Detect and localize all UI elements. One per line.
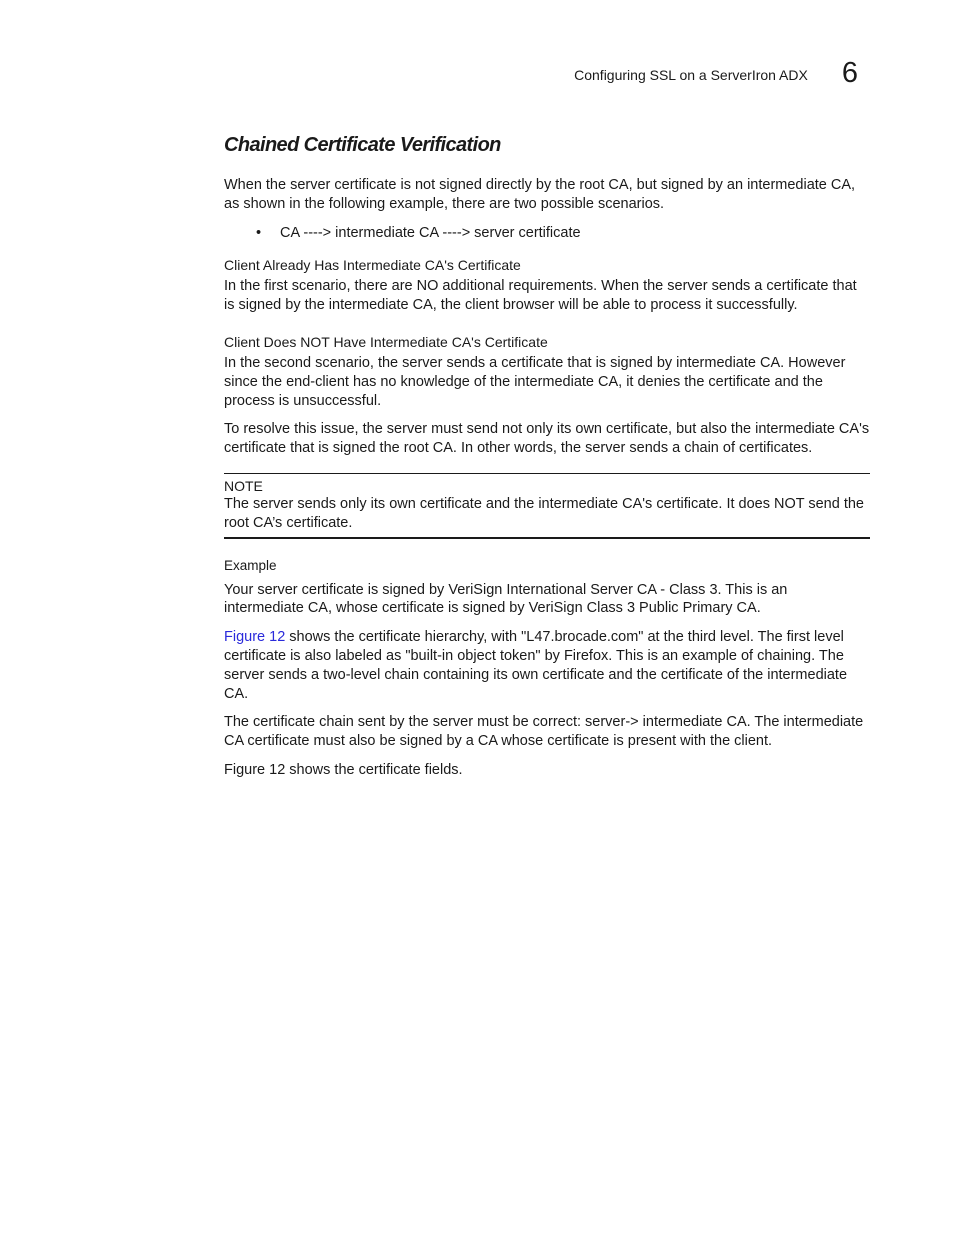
scenario2-heading: Client Does NOT Have Intermediate CA's Certificate	[224, 333, 548, 350]
page-header	[574, 58, 858, 88]
list-item	[256, 224, 870, 243]
example-label: Example	[224, 557, 277, 573]
example-paragraph-2-text: shows the certificate hierarchy, with "L47.brocade.com" at the third level. The first level certificate is also labeled as "built-in object token" by Firefox. This is an example of chaining. The server sends a two-level chain containing its own certificate and the certificate of the intermediate CA.	[224, 629, 848, 702]
figure-12-link[interactable]: Figure 12	[224, 629, 286, 646]
scenario1-heading: Client Already Has Intermediate CA's Certificate	[224, 257, 521, 274]
chapter-number: 6	[841, 57, 858, 89]
list-item-text: CA ----> intermediate CA ----> server certificate	[280, 224, 581, 241]
example-paragraph-2	[224, 628, 870, 703]
section-title: Chained Certificate Verification	[224, 134, 501, 156]
running-header-title: Configuring SSL on a ServerIron ADX	[574, 67, 808, 83]
note-box	[224, 473, 870, 539]
bullet-icon: •	[256, 224, 262, 241]
scenario-list	[224, 224, 870, 243]
note-label: NOTE	[224, 477, 263, 494]
scenario2-paragraph-2: To resolve this issue, the server must send not only its own certificate, but also the intermediate CA's certificate that is signed the root CA. In other words, the server sends a chain of certificates.	[224, 421, 870, 457]
main-content	[224, 130, 870, 790]
example-paragraph-4: Figure 12 shows the certificate fields.	[224, 761, 463, 778]
example-paragraph-1: Your server certificate is signed by VeriSign International Server CA - Class 3. This is an intermediate CA, whose certificate is signed by VeriSign Class 3 Public Primary CA.	[224, 581, 788, 617]
scenario1-paragraph: In the first scenario, there are NO additional requirements. When the server sends a certificate that is signed by the intermediate CA, the client browser will be able to process it successfully.	[224, 278, 857, 314]
scenario2-paragraph-1: In the second scenario, the server sends a certificate that is signed by intermediate CA. However since the end-client has no knowledge of the intermediate CA, it denies the certificate and the process is unsuccessful.	[224, 354, 846, 409]
intro-paragraph: When the server certificate is not signed directly by the root CA, but signed by an intermediate CA, as shown in the following example, there are two possible scenarios.	[224, 177, 856, 212]
note-text: The server sends only its own certificate and the intermediate CA's certificate. It does NOT send the root CA’s certificate.	[224, 495, 864, 531]
example-paragraph-3: The certificate chain sent by the server must be correct: server-> intermediate CA. The intermediate CA certificate must also be signed by a CA whose certificate is present with the client.	[224, 714, 864, 750]
